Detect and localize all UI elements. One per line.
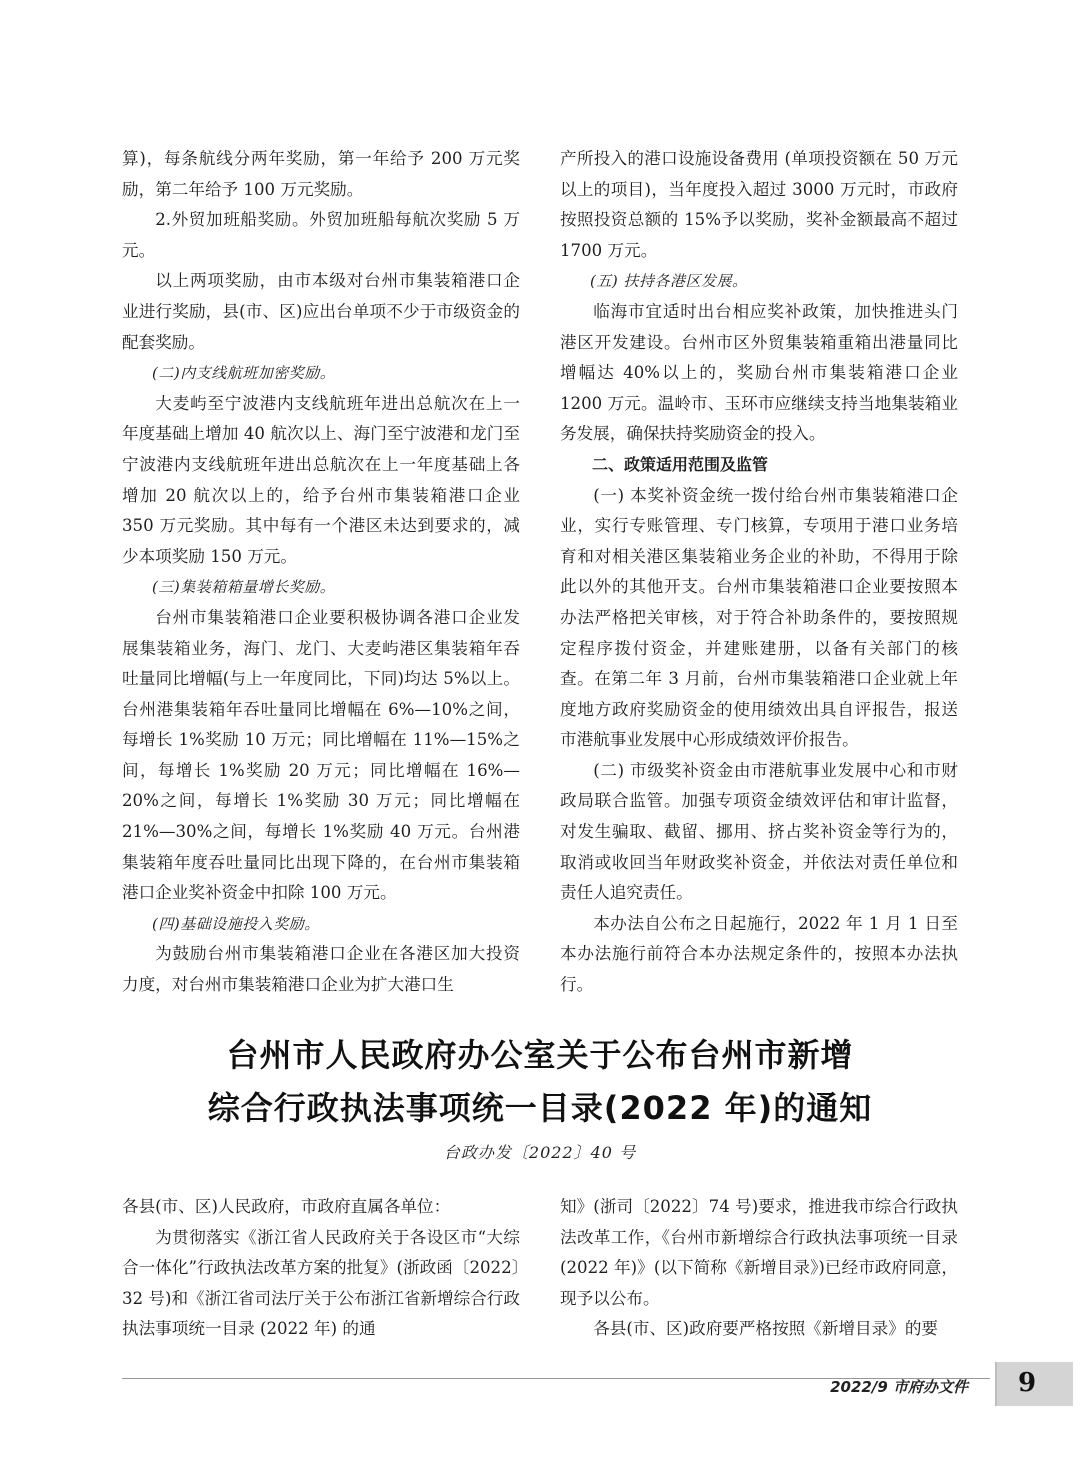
paragraph: (二) 市级奖补资金由市港航事业发展中心和市财政局联合监管。加强专项资金绩效评估和审计监督，对发生骗取、截留、挪用、挤占奖补资金等行为的，取消或收回当年财政奖补资金，并依法对责任单位和责任人追究责任。 bbox=[560, 760, 958, 903]
section-heading: 二、政策适用范围及监管 bbox=[592, 454, 769, 474]
paragraph: 以上两项奖励，由市本级对台州市集装箱港口企业进行奖励，县(市、区)应出台单项不少于市级资金的配套奖励。 bbox=[122, 271, 520, 352]
salutation: 各县(市、区)人民政府，市政府直属各单位： bbox=[122, 1197, 451, 1216]
notice-title-line-2: 综合行政执法事项统一目录(2022 年)的通知 bbox=[207, 1089, 873, 1127]
notice-title-line-1: 台州市人民政府办公室关于公布台州市新增 bbox=[226, 1036, 854, 1074]
paragraph: 各县(市、区)政府要严格按照《新增目录》的要 bbox=[593, 1319, 939, 1339]
column-bottom-right bbox=[560, 1192, 958, 1345]
subheading: (五) 扶持各港区发展。 bbox=[590, 272, 748, 291]
subheading: (二)内支线航班加密奖励。 bbox=[152, 364, 336, 383]
paragraph: 为贯彻落实《浙江省人民政府关于各设区市“大综合一体化”行政执法改革方案的批复》(浙政函〔2022〕32 号)和《浙江省司法厅关于公布浙江省新增综合行政执法事项统一目录 (2022 年) 的通 bbox=[122, 1227, 520, 1339]
paragraph: 知》(浙司〔2022〕74 号)要求，推进我市综合行政执法改革工作，《台州市新增综合行政执法事项统一目录(2022 年)》(以下简称《新增目录》)已经市政府同意，现予以公布。 bbox=[560, 1197, 958, 1308]
column-bottom-left bbox=[122, 1192, 520, 1345]
paragraph: 2.外贸加班船奖励。外贸加班船每航次奖励 5 万元。 bbox=[122, 210, 520, 260]
paragraph: 大麦屿至宁波港内支线航班年进出总航次在上一年度基础上增加 40 航次以上、海门至宁波港和龙门至宁波港内支线航班年进出总航次在上一年度基础上各增加 20 航次以上的，给予台州市集装箱港口企业 350 万元奖励。其中每有一个港区未达到要求的，减少本项奖励 150 万元。 bbox=[122, 393, 520, 566]
paragraph: (一) 本奖补资金统一拨付给台州市集装箱港口企业，实行专账管理、专门核算，专项用于港口业务培育和对相关港区集装箱业务企业的补助，不得用于除此以外的其他开支。台州市集装箱港口企业要按照本办法严格把关审核，对于符合补助条件的，要按照规定程序拨付资金，并建账建册，以备有关部门的核查。在第二年 3 月前，台州市集装箱港口企业就上年度地方政府奖励资金的使用绩效出具自评报告，报送市港航事业发展中心形成绩效评价报告。 bbox=[560, 485, 958, 750]
paragraph: 为鼓励台州市集装箱港口企业在各港区加大投资力度，对台州市集装箱港口企业为扩大港口生 bbox=[122, 944, 520, 995]
column-top-right bbox=[560, 144, 958, 1001]
column-top-left bbox=[122, 144, 520, 1001]
paragraph: 台州市集装箱港口企业要积极协调各港口企业发展集装箱业务，海门、龙门、大麦屿港区集装箱年吞吐量同比增幅(与上一年度同比，下同)均达 5%以上。台州港集装箱年吞吐量同比增幅在 6%—10%之间，每增长 1%奖励 10 万元；同比增幅在 11%—15%之间，每增长 1%奖励 20 万元；同比增幅在 16%—20%之间，每增长 1%奖励 30 万元；同比增幅在 21%—30%之间，每增长 1%奖励 40 万元。台州港集装箱年度吞吐量同比出现下降的，在台州市集装箱港口企业奖补资金中扣除 100 万元。 bbox=[122, 607, 520, 903]
paragraph: 算)，每条航线分两年奖励，第一年给予 200 万元奖励，第二年给予 100 万元奖励。 bbox=[122, 149, 520, 199]
footer-issue-label: 2022/9 市府办文件 bbox=[830, 1378, 968, 1396]
paragraph: 产所投入的港口设施设备费用 (单项投资额在 50 万元以上的项目)，当年度投入超过 3000 万元时，市政府按照投资总额的 15%予以奖励，奖补金额最高不超过 1700 万元。 bbox=[560, 149, 958, 260]
paragraph: 临海市宜适时出台相应奖补政策，加快推进头门港区开发建设。台州市区外贸集装箱重箱出港量同比增幅达 40%以上的，奖励台州市集装箱港口企业 1200 万元。温岭市、玉环市应继续支持当地集装箱业务发展，确保扶持奖励资金的投入。 bbox=[560, 301, 958, 444]
subheading: (三)集装箱箱量增长奖励。 bbox=[152, 578, 336, 597]
subheading: (四)基础设施投入奖励。 bbox=[152, 914, 320, 933]
document-number: 台政办发〔2022〕40 号 bbox=[443, 1143, 637, 1162]
page-number: 9 bbox=[1018, 1368, 1037, 1398]
paragraph: 本办法自公布之日起施行，2022 年 1 月 1 日至本办法施行前符合本办法规定条件的，按照本办法执行。 bbox=[560, 913, 958, 995]
